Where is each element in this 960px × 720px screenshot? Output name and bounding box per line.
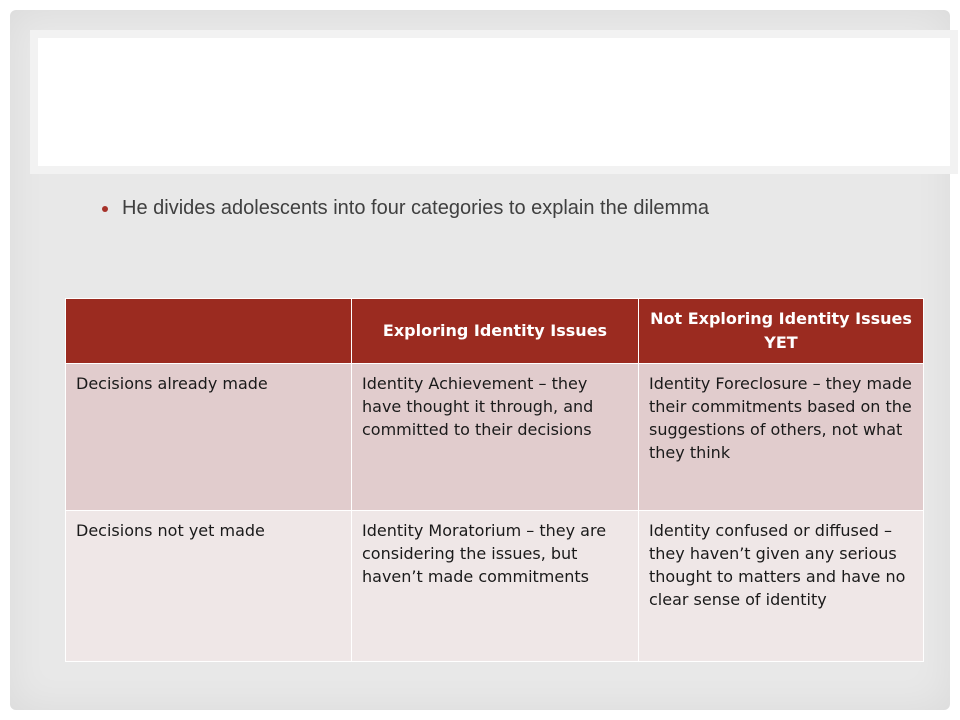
cell-identity-achievement: Identity Achievement – they have thought it through, and committed to their decisions: [352, 364, 639, 511]
cell-identity-diffused: Identity confused or diffused – they haven’t given any serious thought to matters and have no clear sense of identity: [639, 511, 924, 662]
bullet-text: He divides adolescents into four categories to explain the dilemma: [122, 197, 709, 219]
header-cell-exploring: Exploring Identity Issues: [352, 299, 639, 364]
title-placeholder: [30, 30, 958, 174]
slide: [10, 10, 950, 710]
row-label-decisions-not-made: Decisions not yet made: [66, 511, 352, 662]
table-row: [66, 511, 924, 662]
bullet-item: [102, 197, 709, 220]
header-cell-empty: [66, 299, 352, 364]
bullet-dot-icon: [102, 206, 108, 212]
cell-identity-foreclosure: Identity Foreclosure – they made their commitments based on the suggestions of others, not what they think: [639, 364, 924, 511]
header-cell-not-exploring: Not Exploring Identity Issues YET: [639, 299, 924, 364]
table-row: [66, 364, 924, 511]
cell-identity-moratorium: Identity Moratorium – they are considering the issues, but haven’t made commitments: [352, 511, 639, 662]
row-label-decisions-made: Decisions already made: [66, 364, 352, 511]
identity-status-table: [65, 298, 924, 662]
table-header-row: [66, 299, 924, 364]
